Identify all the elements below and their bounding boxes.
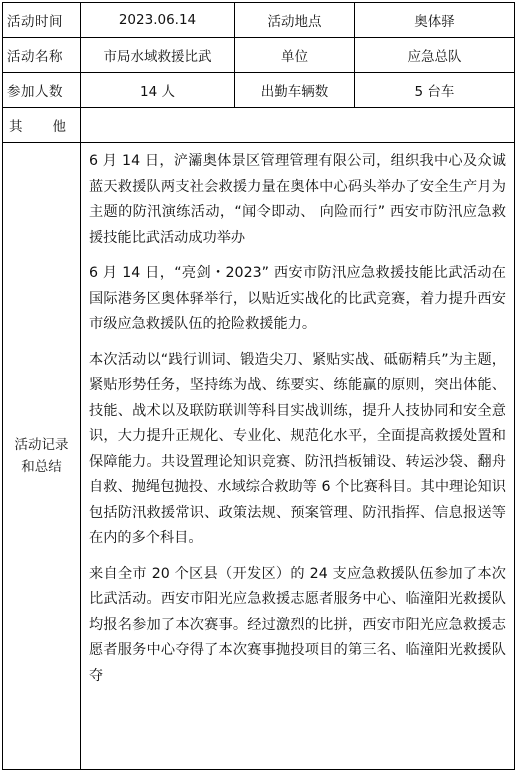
record-paragraph: 本次活动以“践行训词、锻造尖刀、紧贴实战、砥砺精兵”为主题，紧贴形势任务，坚持练为战、练要实、练能赢的原则，突出体能、技能、战术以及联防联训等科目实战训练，提升人技协同和安全意识，大力提升正规化、专业化、规范化水平，全面提高救援处置和保障能力。共设置理论知识竞赛、防汛挡板铺设、转运沙袋、翻舟自救、抛绳包抛投、水域综合救助等 6 个比赛科目。其中理论知识包括防汛救援常识、政策法规、预案管理、防汛指挥、信息报送等在内的多个科目。 — [89, 351, 506, 546]
unit-value: 应急总队 — [355, 38, 515, 73]
activity-name-label: 活动名称 — [3, 38, 81, 73]
other-label-char-2: 他 — [52, 119, 66, 135]
record-label-line-1: 活动记录 — [14, 437, 69, 453]
form-row-time-location — [3, 3, 515, 38]
form-row-participants-vehicles — [3, 73, 515, 108]
record-paragraph: 6 月 14 日，浐灞奥体景区管理管理有限公司，组织我中心及众诚蓝天救援队两支社会救援力量在奥体中心码头举办了安全生产月为主题的防汛演练活动，“闻令即动、 向险而行” 西安市防汛应急救援技能比武活动成功举办 — [89, 153, 506, 246]
record-paragraph: 6 月 14 日，“亮剑・2023” 西安市防汛应急救援技能比武活动在国际港务区奥体驿举行，以贴近实战化的比武竞赛，着力提升西安市级应急救援队伍的抢险救援能力。 — [89, 265, 506, 332]
record-label-line-2: 和总结 — [21, 459, 62, 475]
form-row-other — [3, 108, 515, 143]
activity-location-value: 奥体驿 — [355, 3, 515, 38]
record-content — [81, 143, 515, 770]
vehicles-label: 出勤车辆数 — [235, 73, 355, 108]
unit-label: 单位 — [235, 38, 355, 73]
record-paragraph: 来自全市 20 个区县（开发区）的 24 支应急救援队伍参加了本次比武活动。西安市阳光应急救援志愿者服务中心、临潼阳光救援队均报名参加了本次赛事。经过激烈的比拼，西安市阳光应急救援志愿者服务中心夺得了本次赛事抛投项目的第三名、临潼阳光救援队夺 — [89, 565, 506, 684]
activity-time-label: 活动时间 — [3, 3, 81, 38]
activity-time-value: 2023.06.14 — [81, 3, 235, 38]
activity-record-form — [2, 2, 515, 770]
activity-name-value: 市局水域救援比武 — [81, 38, 235, 73]
form-row-record — [3, 143, 515, 770]
activity-location-label: 活动地点 — [235, 3, 355, 38]
other-label — [3, 108, 81, 143]
other-value — [81, 108, 515, 143]
participants-label: 参加人数 — [3, 73, 81, 108]
participants-value: 14 人 — [81, 73, 235, 108]
form-row-name-unit — [3, 38, 515, 73]
vehicles-value: 5 台车 — [355, 73, 515, 108]
other-label-char-1: 其 — [9, 119, 23, 135]
record-label — [3, 143, 81, 770]
